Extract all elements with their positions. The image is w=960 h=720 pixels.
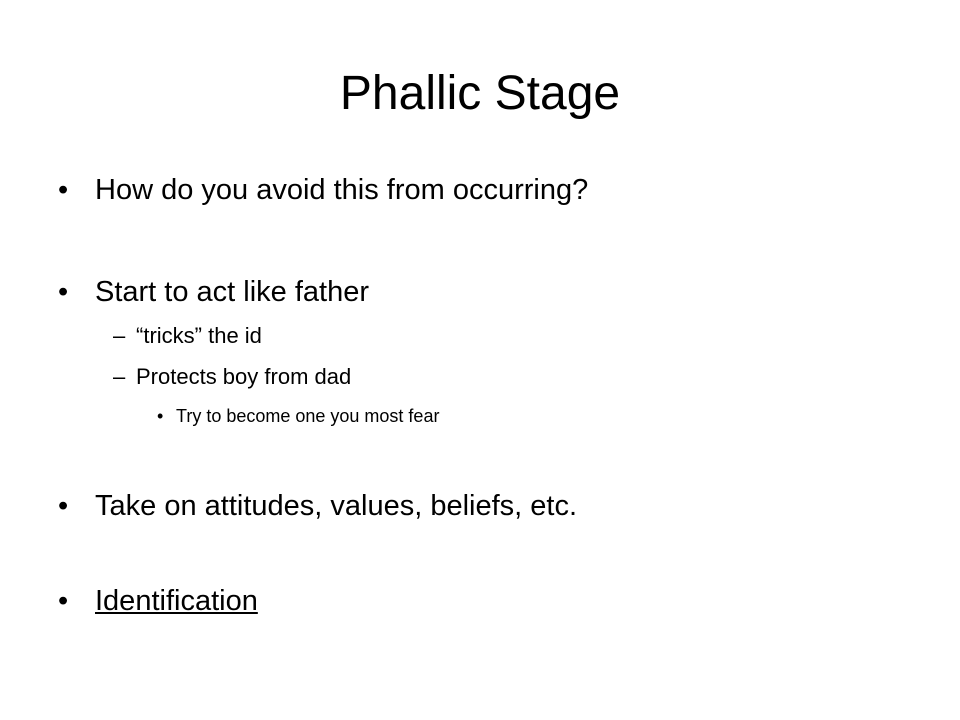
bullet-item [58,172,858,208]
slide-title: Phallic Stage [339,67,621,120]
sub-bullet-item [113,363,813,391]
bullet-marker: – [113,323,126,348]
bullet-marker: • [58,490,69,522]
bullet-text-underlined: Identification [95,585,258,617]
bullet-marker: – [113,364,126,389]
bullet-text: Take on attitudes, values, beliefs, etc. [95,490,577,522]
bullet-text: Protects boy from dad [136,364,352,389]
bullet-marker: • [58,276,69,308]
bullet-marker: • [58,174,69,206]
bullet-text: “tricks” the id [136,323,262,348]
sub-bullet-item [113,322,813,350]
bullet-item [58,583,858,619]
bullet-text: How do you avoid this from occurring? [95,174,589,206]
bullet-text: Start to act like father [95,276,370,308]
bullet-item [58,274,858,310]
bullet-marker: • [157,406,164,426]
sub-sub-bullet-item [157,405,757,427]
bullet-text: Try to become one you most fear [176,406,440,426]
bullet-item [58,488,858,524]
bullet-marker: • [58,585,69,617]
